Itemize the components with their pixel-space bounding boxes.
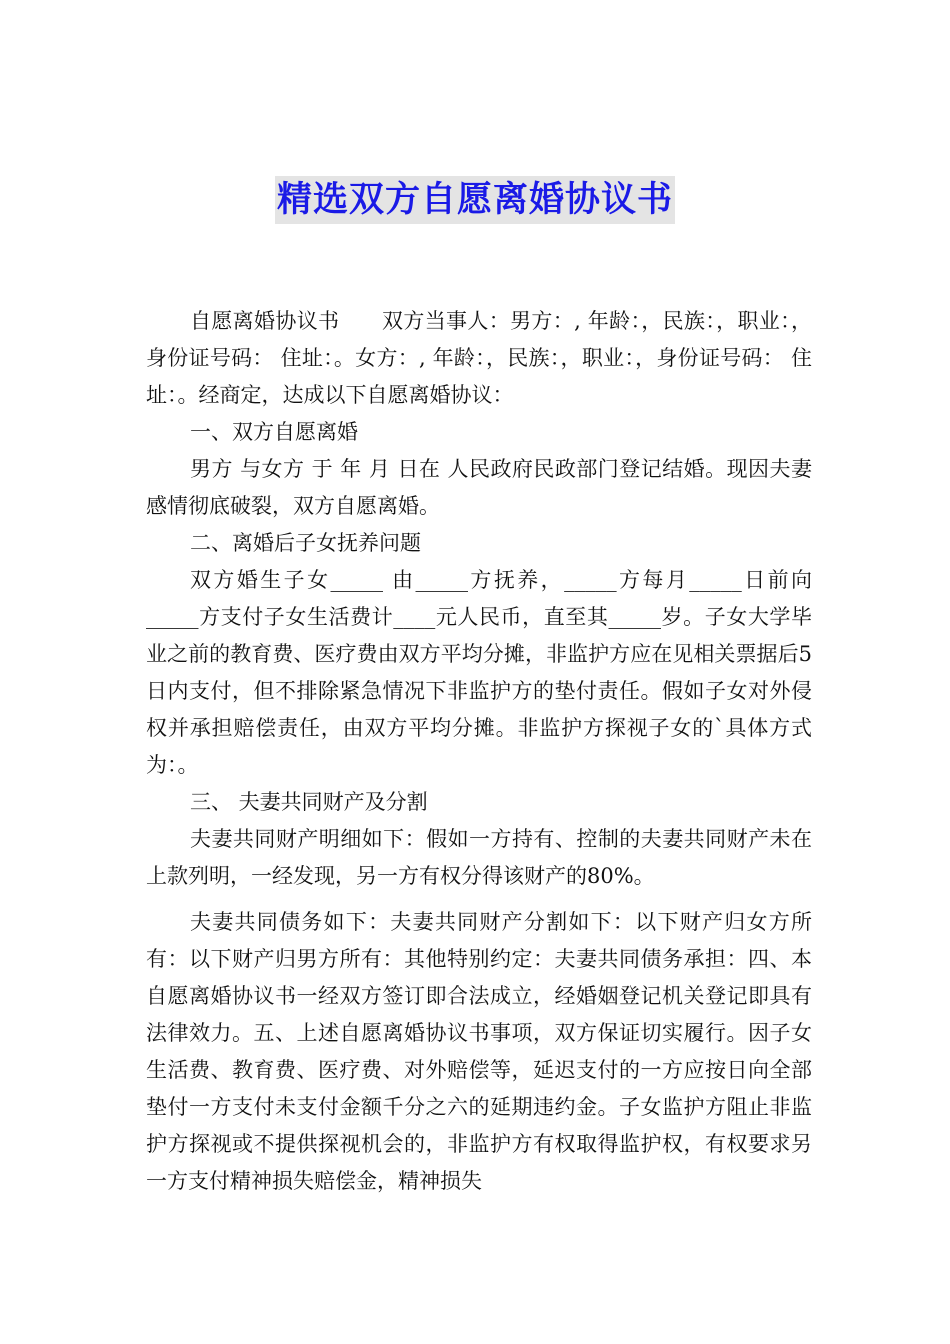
document-title: 精选双方自愿离婚协议书 xyxy=(275,176,675,224)
paragraph-section-1: 男方 与女方 于 年 月 日在 人民政府民政部门登记结婚。现因夫妻感情彻底破裂，双方自愿离婚。 xyxy=(146,457,812,518)
paragraph-section-2: 双方婚生子女_____ 由_____方抚养，_____方每月_____日前向_____方支付子女生活费计____元人民币，直至其_____岁。子女大学毕业之前的教育费、医疗费由双方平均分摊，非监护方应在见相关票据后5日内支付，但不排除紧急情况下非监护方的垫付责任。假如子女对外侵权并承担赔偿责任，由双方平均分摊。非监护方探视子女的`具体方式为：。 xyxy=(146,568,812,777)
title-container xyxy=(0,176,950,224)
document-body xyxy=(146,303,812,1200)
paragraph-section-3-debts: 夫妻共同债务如下：夫妻共同财产分割如下：以下财产归女方所有：以下财产归男方所有：其他特别约定：夫妻共同债务承担：四、本自愿离婚协议书一经双方签订即合法成立，经婚姻登记机关登记即具有法律效力。五、上述自愿离婚协议书事项，双方保证切实履行。因子女生活费、教育费、医疗费、对外赔偿等，延迟支付的一方应按日向全部垫付一方支付未支付金额千分之六的延期违约金。子女监护方阻止非监护方探视或不提供探视机会的，非监护方有权取得监护权，有权要求另一方支付精神损失赔偿金，精神损失 xyxy=(146,910,812,1193)
heading-section-3: 三、 夫妻共同财产及分割 xyxy=(190,790,428,814)
paragraph-parties: 自愿离婚协议书 双方当事人：男方：, 年龄：，民族：，职业：，身份证号码： 住址：。女方：, 年龄：，民族：，职业：，身份证号码： 住址：。经商定，达成以下自愿离婚协议： xyxy=(146,309,812,407)
heading-section-1: 一、双方自愿离婚 xyxy=(190,420,358,444)
heading-section-2: 二、离婚后子女抚养问题 xyxy=(190,531,421,555)
paragraph-section-3-assets: 夫妻共同财产明细如下：假如一方持有、控制的夫妻共同财产未在上款列明，一经发现，另一方有权分得该财产的80%。 xyxy=(146,827,812,888)
